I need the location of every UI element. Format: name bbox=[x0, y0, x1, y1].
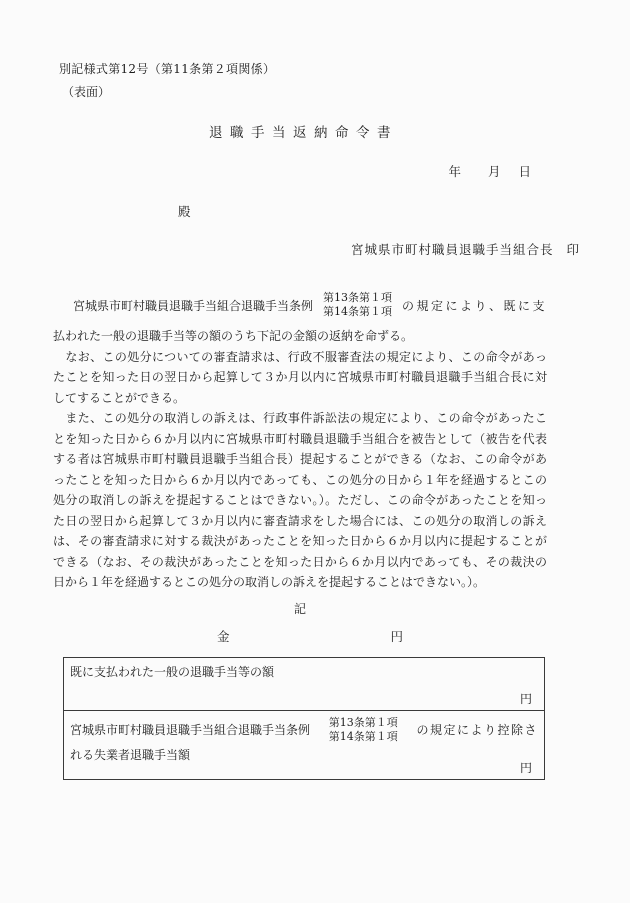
article-reference-top: 第13条第１項 bbox=[323, 291, 392, 304]
notice-line: なお、この処分についての審査請求は、行政不服審査法の規定により、この命令があっ bbox=[53, 349, 547, 364]
amount-table bbox=[63, 657, 545, 780]
row1-label: 既に支払われた一般の退職手当等の額 bbox=[70, 664, 275, 679]
notice-line: する者は宮城県市町村職員退職手当組合長）提起することができる（なお、この命令があ bbox=[53, 452, 547, 466]
order-sentence-tail: の規定により、既に支 bbox=[401, 298, 547, 313]
notice-line: ったことを知った日から６か月以内であっても、この処分の日から１年を経過するとこの bbox=[53, 472, 547, 487]
row2-line1 bbox=[70, 716, 538, 744]
issuer-line bbox=[53, 240, 579, 260]
row2-article-reference-bottom: 第14条第１項 bbox=[328, 729, 398, 743]
seal-mark: 印 bbox=[566, 242, 579, 257]
notice-line: たことを知った日の翌日から起算して３か月以内に宮城県市町村職員退職手当組合長に対 bbox=[53, 370, 547, 384]
notice-line: できる（なお、その裁決があったことを知った日から６か月以内であっても、その裁決の bbox=[53, 554, 547, 569]
row1-unit-label: 円 bbox=[519, 691, 532, 706]
ordinance-name: 宮城県市町村職員退職手当組合退職手当条例 bbox=[73, 298, 314, 313]
order-sentence-line2: 払われた一般の退職手当等の額のうち下記の金額の返納を命ずる。 bbox=[53, 329, 414, 343]
date-month-label: 月 bbox=[487, 164, 501, 179]
addressee-suffix: 殿 bbox=[178, 204, 191, 219]
date-day-label: 日 bbox=[518, 164, 531, 179]
issuer-name: 宮城県市町村職員退職手当組合長 bbox=[350, 242, 554, 257]
document-content bbox=[53, 59, 579, 780]
page-title: 退職手当返納命令書 bbox=[209, 125, 398, 141]
row2-line2: れる失業者退職手当額 bbox=[70, 747, 191, 762]
notice-line: 処分の取消しの訴えを提起することはできない。）。ただし、この命令があったことを知っ bbox=[53, 493, 547, 507]
notice-line: してすることができる。 bbox=[53, 390, 186, 405]
notice-line: は、その審査請求に対する裁決があったことを知った日から６か月以内に提起することが bbox=[53, 534, 547, 548]
row2-article-reference-top: 第13条第１項 bbox=[328, 715, 398, 729]
notice-line: とを知った日から６か月以内に宮城県市町村職員退職手当組合を被告として（被告を代表 bbox=[53, 431, 547, 446]
amount-yen-label: 円 bbox=[390, 628, 404, 644]
order-sentence-line1 bbox=[53, 291, 547, 319]
addressee-line bbox=[53, 202, 547, 222]
table-row-deducted-allowance bbox=[64, 711, 544, 779]
article-reference bbox=[323, 291, 392, 319]
notice-line: また、この処分の取消しの訴えは、行政事件訴訟法の規定により、この命令があったこ bbox=[53, 411, 547, 425]
article-reference-bottom: 第14条第１項 bbox=[323, 305, 392, 318]
row2-article-reference bbox=[329, 716, 398, 744]
date-year-label: 年 bbox=[448, 164, 461, 179]
notice-paragraphs bbox=[53, 347, 547, 593]
date-line bbox=[53, 162, 547, 182]
amount-kin-label: 金 bbox=[217, 628, 230, 644]
form-number: 別記様式第12号（第11条第２項関係） bbox=[59, 62, 276, 76]
row2-unit-label: 円 bbox=[519, 760, 532, 775]
notice-line: た日の翌日から起算して３か月以内に審査請求をした場合には、この処分の取消しの訴え bbox=[53, 513, 547, 528]
ki-label: 記 bbox=[293, 601, 306, 616]
side-label: （表面） bbox=[62, 85, 111, 99]
notice-line: 日から１年を経過するとこの処分の取消しの訴えを提起することはできない。）。 bbox=[53, 575, 486, 589]
amount-line bbox=[53, 627, 547, 647]
row2-line1-tail: の規定により控除さ bbox=[416, 723, 538, 737]
row2-ordinance-name: 宮城県市町村職員退職手当組合退職手当条例 bbox=[70, 723, 311, 737]
table-row-paid-allowance bbox=[64, 658, 544, 711]
